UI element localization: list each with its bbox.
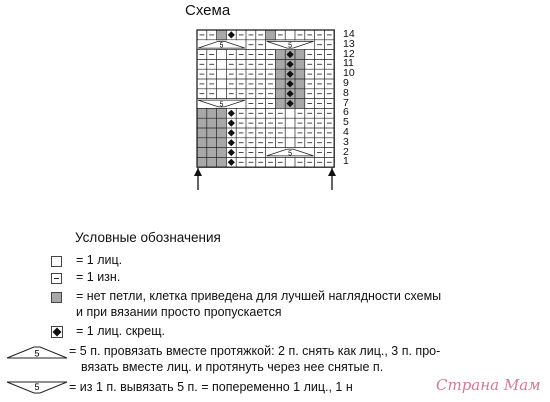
chart-cell xyxy=(285,138,295,148)
chart-cell xyxy=(285,128,295,138)
no-stitch-cell xyxy=(197,128,207,138)
decrease-5-symbol-label: 5 xyxy=(219,42,224,50)
no-stitch-cell xyxy=(217,108,227,118)
row-number: 10 xyxy=(343,67,355,80)
no-stitch-cell xyxy=(207,157,217,167)
no-stitch-cell xyxy=(217,157,227,167)
row-number: 1 xyxy=(343,155,349,168)
no-stitch-cell xyxy=(217,30,227,40)
decrease-5-label: 5 xyxy=(34,348,40,359)
no-stitch-symbol xyxy=(51,292,62,303)
no-stitch-cell xyxy=(197,108,207,118)
legend-decrease-text-2: вязать вместе лиц. и протянуть через нее снятые п. xyxy=(81,360,384,374)
start-arrow-left xyxy=(194,168,202,190)
no-stitch-cell xyxy=(217,138,227,148)
watermark-logo: Страна Мам xyxy=(436,376,541,394)
decrease-5-symbol-label: 5 xyxy=(288,150,293,158)
row-number: 3 xyxy=(343,135,349,148)
no-stitch-cell xyxy=(207,148,217,158)
chart-cell xyxy=(285,30,295,40)
row-number: 2 xyxy=(343,145,349,158)
row-number: 4 xyxy=(343,126,349,138)
row-number: 6 xyxy=(343,106,349,119)
chart-cell xyxy=(285,157,295,167)
no-stitch-cell xyxy=(207,118,217,128)
no-stitch-cell xyxy=(197,157,207,167)
no-stitch-cell xyxy=(197,148,207,158)
increase-5-label: 5 xyxy=(34,382,40,392)
no-stitch-cell xyxy=(197,118,207,128)
no-stitch-cell xyxy=(207,138,217,148)
legend-increase-text: = из 1 п. вывязать 5 п. = попеременно 1 лиц., 1 н xyxy=(69,380,353,394)
increase-5-symbol-label: 5 xyxy=(288,42,293,50)
chart-cell xyxy=(285,108,295,118)
chart-title: Схема xyxy=(185,2,231,19)
row-number: 7 xyxy=(343,96,349,109)
no-stitch-cell xyxy=(275,50,285,60)
knit-symbol xyxy=(51,256,62,267)
increase-5-icon xyxy=(6,380,68,396)
decrease-5-icon xyxy=(6,345,68,361)
row-number: 5 xyxy=(343,116,349,129)
legend-heading: Условные обозначения xyxy=(75,230,221,245)
no-stitch-cell xyxy=(295,79,305,89)
no-stitch-cell xyxy=(275,59,285,69)
chart-cell xyxy=(217,89,227,99)
twisted-knit-symbol xyxy=(51,326,63,338)
no-stitch-cell xyxy=(217,128,227,138)
chart-cell xyxy=(217,69,227,79)
chart-cell xyxy=(217,50,227,60)
no-stitch-cell xyxy=(275,99,285,109)
no-stitch-cell xyxy=(217,118,227,128)
row-number: 11 xyxy=(343,57,354,70)
chart-cell xyxy=(217,79,227,89)
no-stitch-cell xyxy=(295,50,305,60)
chart-cell xyxy=(285,118,295,128)
legend-purl-text: = 1 изн. xyxy=(76,270,121,284)
no-stitch-cell xyxy=(295,99,305,109)
no-stitch-cell xyxy=(295,89,305,99)
no-stitch-cell xyxy=(207,108,217,118)
row-number: 8 xyxy=(343,86,349,99)
legend-no-stitch-text-2: и при вязании просто пропускается xyxy=(76,305,282,319)
row-number: 12 xyxy=(343,47,355,60)
row-number: 9 xyxy=(343,77,349,89)
no-stitch-cell xyxy=(207,128,217,138)
start-arrow-right xyxy=(328,168,336,190)
legend-knit-text: = 1 лиц. xyxy=(76,253,123,267)
no-stitch-cell xyxy=(275,69,285,79)
row-number: 13 xyxy=(343,37,355,50)
row-number: 14 xyxy=(343,28,355,40)
chart-cell xyxy=(217,59,227,69)
increase-5-symbol-label: 5 xyxy=(219,101,224,109)
no-stitch-cell xyxy=(275,79,285,89)
legend-decrease-text: = 5 п. провязать вместе протяжкой: 2 п. снять как лиц., 3 п. про- xyxy=(69,344,441,358)
no-stitch-cell xyxy=(295,59,305,69)
no-stitch-cell xyxy=(295,69,305,79)
legend-twisted-text: = 1 лиц. скрещ. xyxy=(76,324,165,338)
no-stitch-cell xyxy=(217,148,227,158)
no-stitch-cell xyxy=(275,89,285,99)
purl-symbol xyxy=(51,273,62,284)
no-stitch-cell xyxy=(197,138,207,148)
no-stitch-cell xyxy=(266,30,276,40)
legend-no-stitch-text: = нет петли, клетка приведена для лучшей наглядности схемы xyxy=(76,289,442,303)
